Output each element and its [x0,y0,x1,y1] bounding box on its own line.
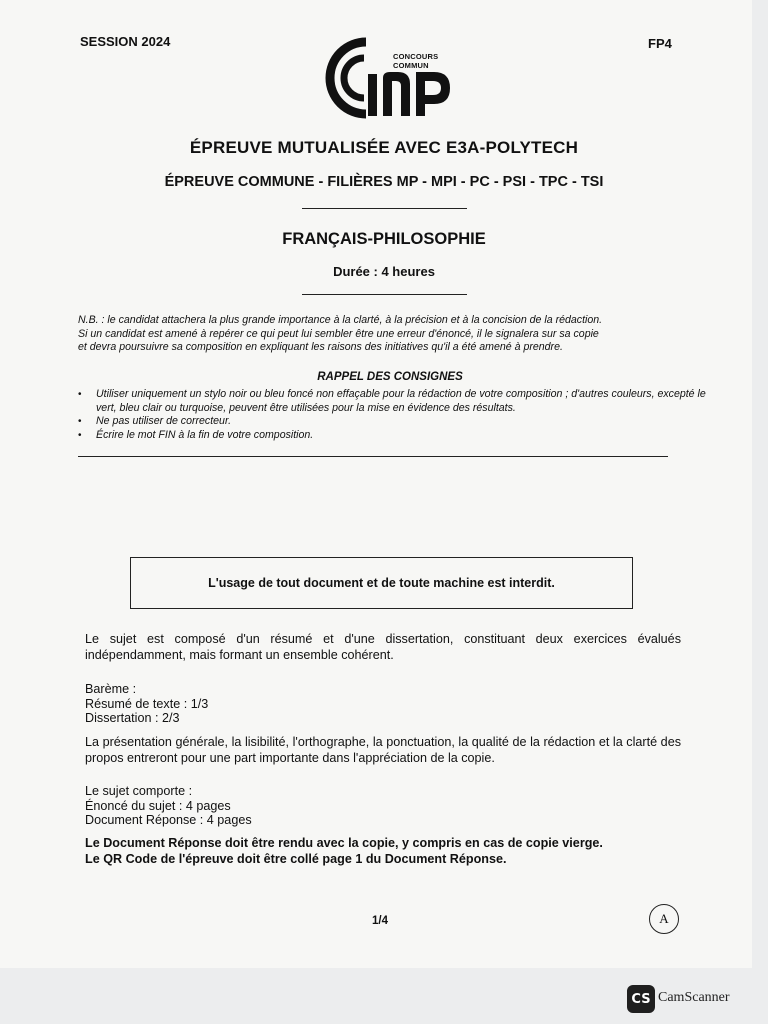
exam-title: ÉPREUVE MUTUALISÉE AVEC E3A-POLYTECH [189,138,579,157]
important-notes [85,836,705,867]
bareme-resume: Résumé de texte : 1/3 [85,696,209,711]
comporte-block [85,784,685,828]
intro-paragraph: Le sujet est composé d'un résumé et d'une dissertation, constituant deux exercices évalués indépendamment, mais formant un ensemble cohérent. [85,632,681,662]
notice-box: L'usage de tout document et de toute machine est interdit. [130,557,633,609]
comporte-enonce: Énoncé du sujet : 4 pages [85,798,231,813]
divider [302,208,467,209]
ccinp-logo [312,34,457,124]
logo-text-commun: COMMUN [393,61,429,70]
consignes-list [78,388,718,442]
note-document-reponse: Le Document Réponse doit être rendu avec la copie, y compris en cas de copie vierge. [85,836,603,850]
bareme-block [85,682,685,726]
divider [302,294,467,295]
page-number: 1/4 [372,915,388,927]
nb-line: Si un candidat est amené à repérer ce qui peut lui sembler être une erreur d'énoncé, il le signalera sur sa copie [78,327,599,340]
camscanner-watermark: CamScanner [658,990,730,1005]
session-label: SESSION 2024 [80,34,171,49]
list-item: • Utiliser uniquement un stylo noir ou bleu foncé non effaçable pour la rédaction de votre composition ; d'autres couleurs, excepté le vert, bleu clair ou turquoise, peuvent être utilisées pour la mise en évidence des résultats. [78,388,718,415]
nb-notice [78,314,698,355]
logo-text-concours: CONCOURS [393,52,439,61]
exam-code: FP4 [648,36,672,51]
rappel-title: RAPPEL DES CONSIGNES [317,371,463,383]
camscanner-badge-text: CS [631,991,651,1007]
subject-title: FRANÇAIS-PHILOSOPHIE [282,230,486,248]
comporte-title: Le sujet comporte : [85,784,193,798]
bareme-title: Barème : [85,682,137,696]
presentation-paragraph: La présentation générale, la lisibilité, l'orthographe, la ponctuation, la qualité de la rédaction et la clarté des propos entreront pour une part importante dans l'appréciation de la copie. [85,735,681,765]
bareme-dissertation: Dissertation : 2/3 [85,711,180,725]
comporte-document: Document Réponse : 4 pages [85,813,252,827]
camscanner-icon [627,985,655,1013]
duration: Durée : 4 heures [333,264,435,279]
list-item: • Ne pas utiliser de correcteur. [78,415,718,429]
list-item: • Écrire le mot FIN à la fin de votre composition. [78,429,718,443]
nb-line: N.B. : le candidat attachera la plus grande importance à la clarté, à la précision et à la concision de la rédaction. [78,314,603,326]
note-qr-code: Le QR Code de l'épreuve doit être collé page 1 du Document Réponse. [85,851,507,866]
nb-line: et devra poursuivre sa composition en expliquant les raisons des initiatives qu'il a été amené à prendre. [78,341,563,353]
version-badge: A [649,904,679,934]
exam-subtitle: ÉPREUVE COMMUNE - FILIÈRES MP - MPI - PC - PSI - TPC - TSI [164,174,604,190]
divider [78,456,668,457]
